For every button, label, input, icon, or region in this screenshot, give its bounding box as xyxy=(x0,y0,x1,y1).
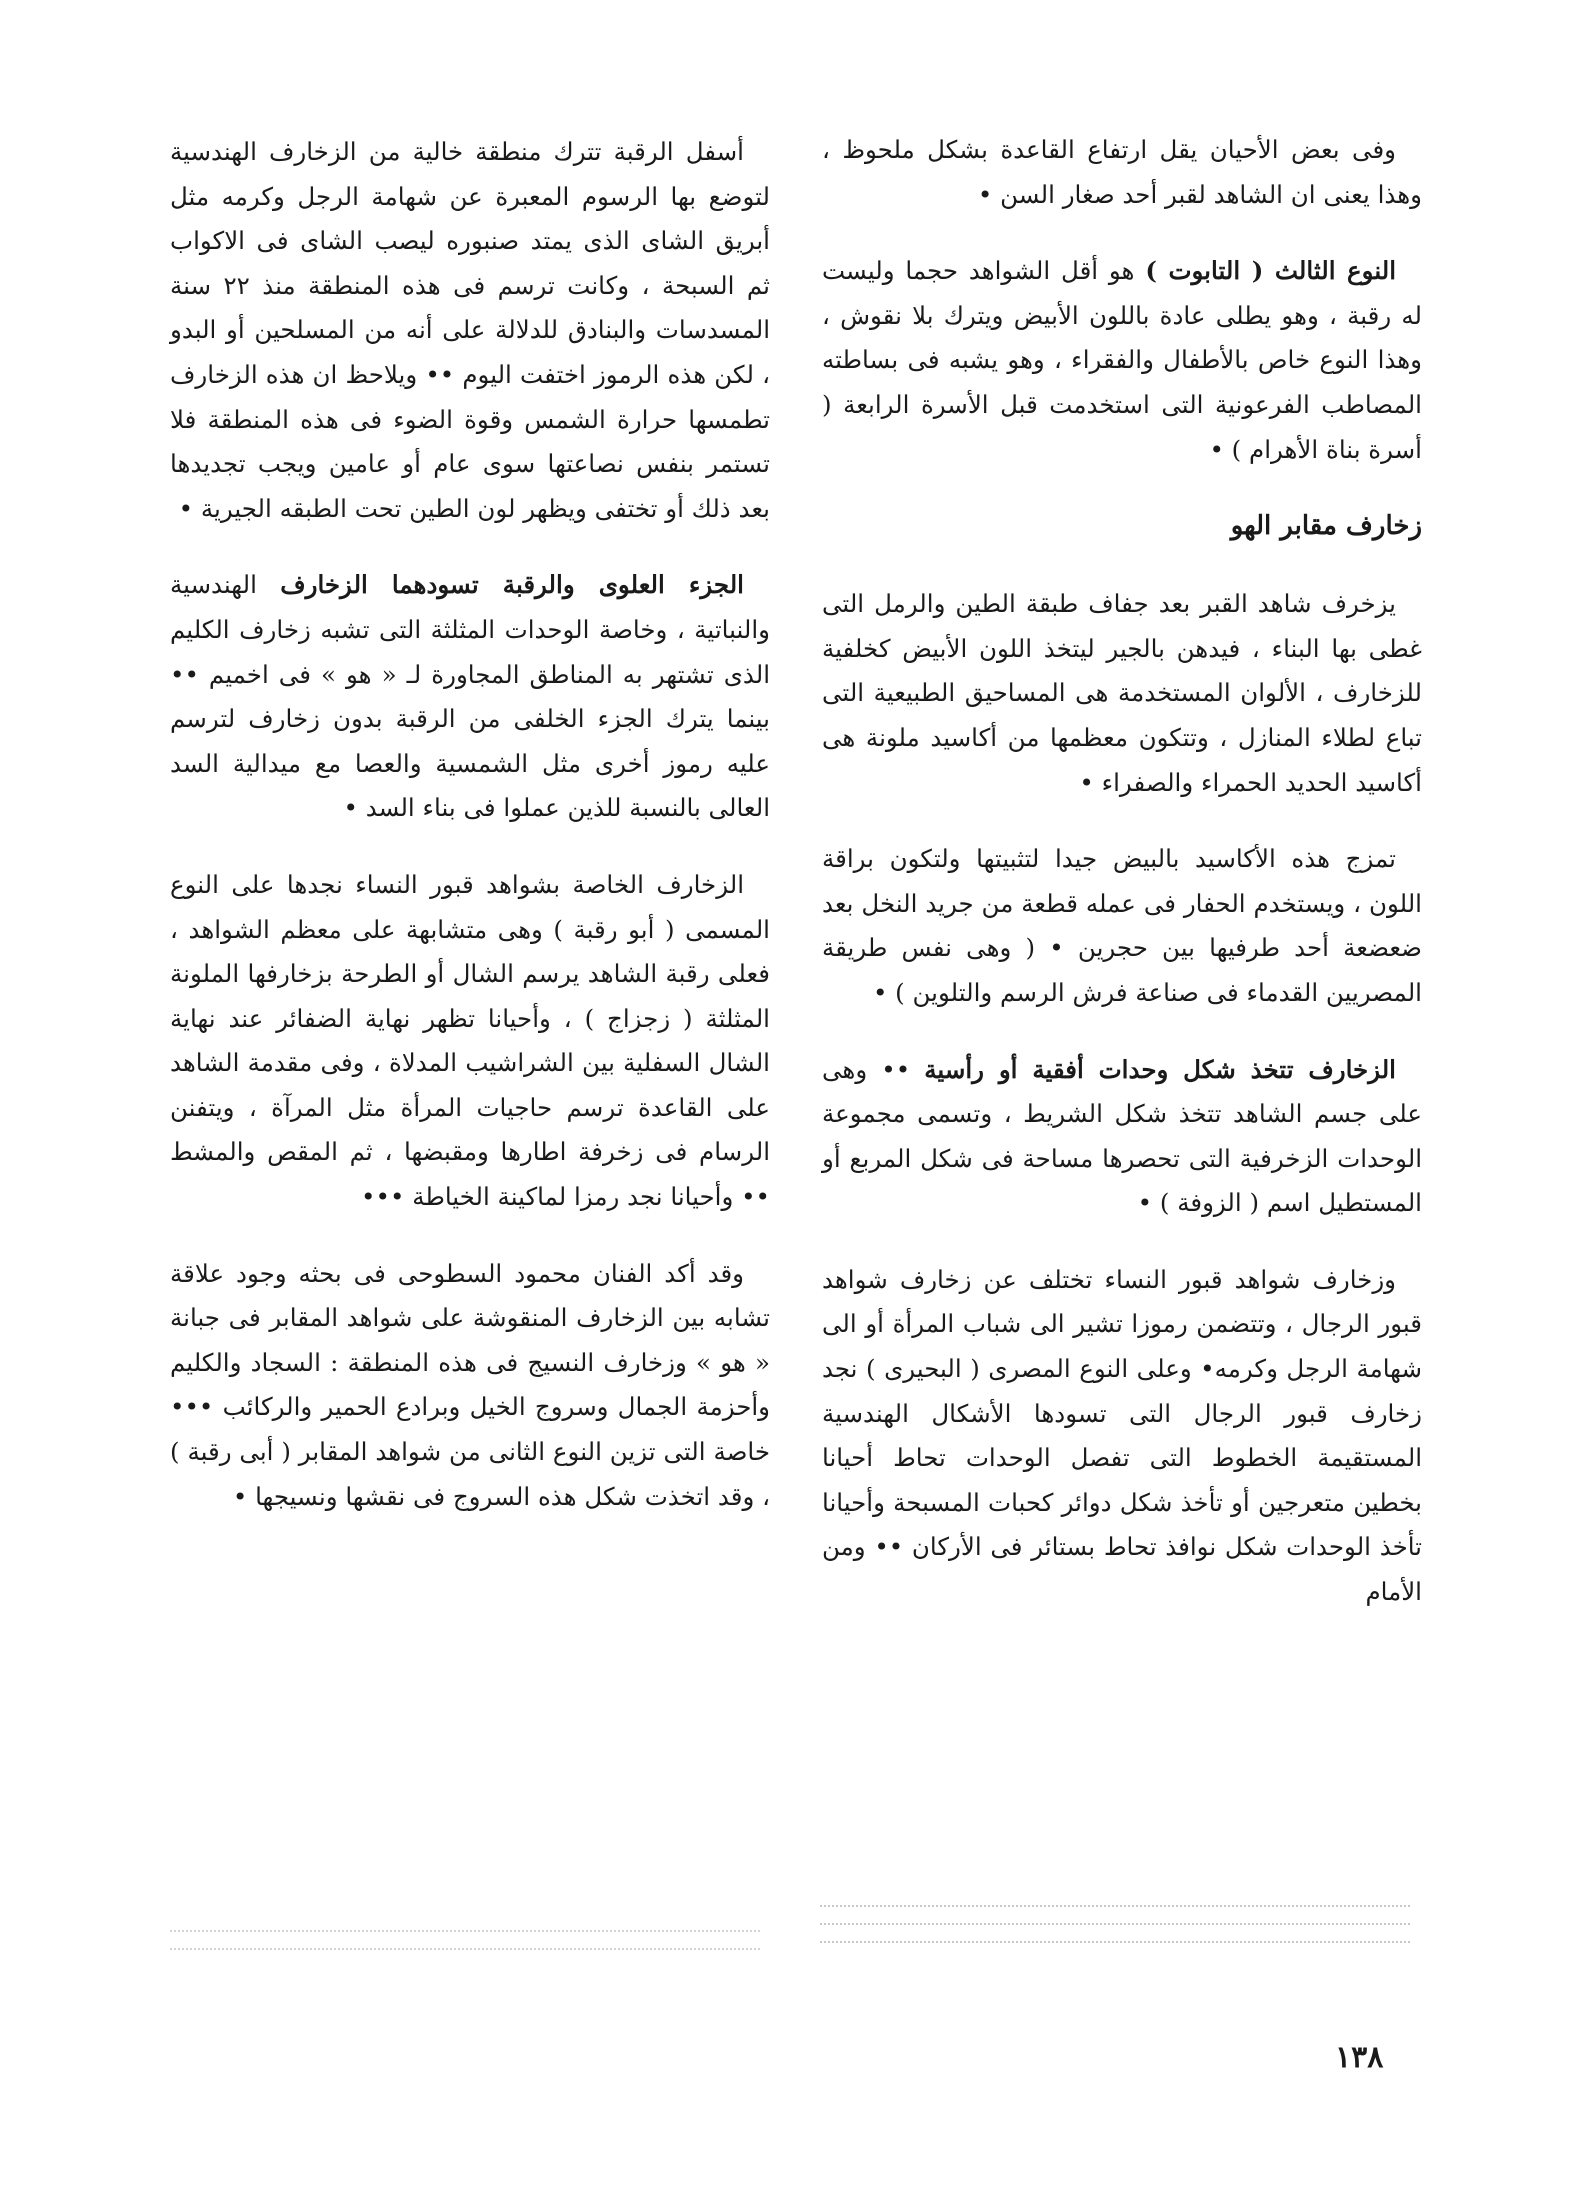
paragraph: وزخارف شواهد قبور النساء تختلف عن زخارف شواهد قبور الرجال ، وتتضمن رموزا تشير الى شباب المرأة أو الى شهامة الرجل وكرمه• وعلى النوع المصرى ( البحيرى ) نجد زخارف قبور الرجال التى تسودها الأشكال الهندسية المستقيمة الخطوط التى تفصل الوحدات تحاط أحيانا بخطين متعرجين أو تأخذ شكل دوائر كحبات المسبحة وأحيانا تأخذ الوحدات شكل نوافذ تحاط بستائر فى الأركان •• ومن الأمام xyxy=(822,1264,1422,1607)
paragraph: وفى بعض الأحيان يقل ارتفاع القاعدة بشكل ملحوظ ، وهذا يعنى ان الشاهد لقبر أحد صغار السن • xyxy=(822,135,1422,209)
faded-scan-lines xyxy=(820,1895,1410,1965)
paragraph-body: •• وهى على جسم الشاهد تتخذ شكل الشريط ، وتسمى مجموعة الوحدات الزخرفية التى تحصرها مساحة فى شكل المربع أو المستطيل اسم ( الزوفة ) • xyxy=(822,1054,1422,1218)
paragraph: تمزج هذه الأكاسيد بالبيض جيدا لتثبيتها ولتكون براقة اللون ، ويستخدم الحفار فى عمله قطعة من جريد النخل بعد ضعضعة أحد طرفيها بين حجرين • ( وهى نفس طريقة المصريين القدماء فى صناعة فرش الرسم والتلوين ) • xyxy=(822,844,1422,1007)
paragraph-body: الهندسية والنباتية ، وخاصة الوحدات المثلثة التى تشبه زخارف الكليم الذى تشتهر به المناطق المجاورة لـ « هو » فى اخميم •• بينما يترك الجزء الخلفى من الرقبة بدون زخارف لترسم عليه رموز أخرى مثل الشمسية والعصا مع ميدالية السد العالى بالنسبة للذين عملوا فى بناء السد • xyxy=(170,570,770,823)
paragraph-body: هو أقل الشواهد حجما وليست له رقبة ، وهو يطلى عادة باللون الأبيض ويترك بلا نقوش ، وهذا النوع خاص بالأطفال والفقراء ، وهو يشبه فى بساطته المصاطب الفرعونية التى استخدمت قبل الأسرة الرابعة ( أسرة بناة الأهرام ) • xyxy=(822,256,1422,464)
faded-scan-lines xyxy=(170,1920,760,1960)
paragraph-lead: الزخارف تتخذ شكل وحدات أفقية أو رأسية xyxy=(924,1054,1396,1084)
paragraph-lead: النوع الثالث ( التابوت ) xyxy=(1145,256,1396,286)
paragraph-lead: الجزء العلوى والرقبة تسودهما الزخارف xyxy=(280,570,744,600)
left-column xyxy=(170,130,770,1551)
right-column xyxy=(822,128,1422,1647)
paragraph: الزخارف الخاصة بشواهد قبور النساء نجدها على النوع المسمى ( أبو رقبة ) وهى متشابهة على معظم الشواهد ، فعلى رقبة الشاهد يرسم الشال أو الطرحة بزخارفها الملونة المثلثة ( زجزاج ) ، وأحيانا تظهر نهاية الضفائر عند نهاية الشال السفلية بين الشراشيب المدلاة ، وفى مقدمة الشاهد على القاعدة ترسم حاجيات المرأة مثل المرآة ، ويتفنن الرسام فى زخرفة اطارها ومقبضها ، ثم المقص والمشط •• وأحيانا نجد رمزا لماكينة الخياطة ••• xyxy=(170,869,770,1212)
paragraph xyxy=(170,563,770,831)
page-number: ١٣٨ xyxy=(1335,2040,1384,2075)
paragraph: يزخرف شاهد القبر بعد جفاف طبقة الطين والرمل التى غطى بها البناء ، فيدهن بالجير ليتخذ اللون الأبيض كخلفية للزخارف ، الألوان المستخدمة هى المساحيق الطبيعية التى تباع لطلاء المنازل ، وتتكون معظمها من أكاسيد ملونة هى أكاسيد الحديد الحمراء والصفراء • xyxy=(822,589,1422,797)
paragraph: أسفل الرقبة تترك منطقة خالية من الزخارف الهندسية لتوضع بها الرسوم المعبرة عن شهامة الرجل وكرمه مثل أبريق الشاى الذى يمتد صنبوره ليصب الشاى فى الاكواب ثم السبحة ، وكانت ترسم فى هذه المنطقة منذ ٢٢ سنة المسدسات والبنادق للدلالة على أنه من المسلحين أو البدو ، لكن هذه الرموز اختفت اليوم •• ويلاحظ ان هذه الزخارف تطمسها حرارة الشمس وقوة الضوء فى هذه المنطقة فلا تستمر بنفس نصاعتها سوى عام أو عامين ويجب تجديدها بعد ذلك أو تختفى ويظهر لون الطين تحت الطبقه الجيرية • xyxy=(170,137,770,523)
section-heading: زخارف مقابر الهو xyxy=(1230,511,1422,542)
paragraph xyxy=(822,249,1422,472)
paragraph xyxy=(822,1048,1422,1226)
paragraph: وقد أكد الفنان محمود السطوحى فى بحثه وجود علاقة تشابه بين الزخارف المنقوشة على شواهد المقابر فى جبانة « هو » وزخارف النسيج فى هذه المنطقة : السجاد والكليم وأحزمة الجمال وسروج الخيل وبرادع الحمير والركائب ••• خاصة التى تزين النوع الثانى من شواهد المقابر ( أبى رقبة ) ، وقد اتخذت شكل هذه السروج فى نقشها ونسيجها • xyxy=(170,1258,770,1511)
